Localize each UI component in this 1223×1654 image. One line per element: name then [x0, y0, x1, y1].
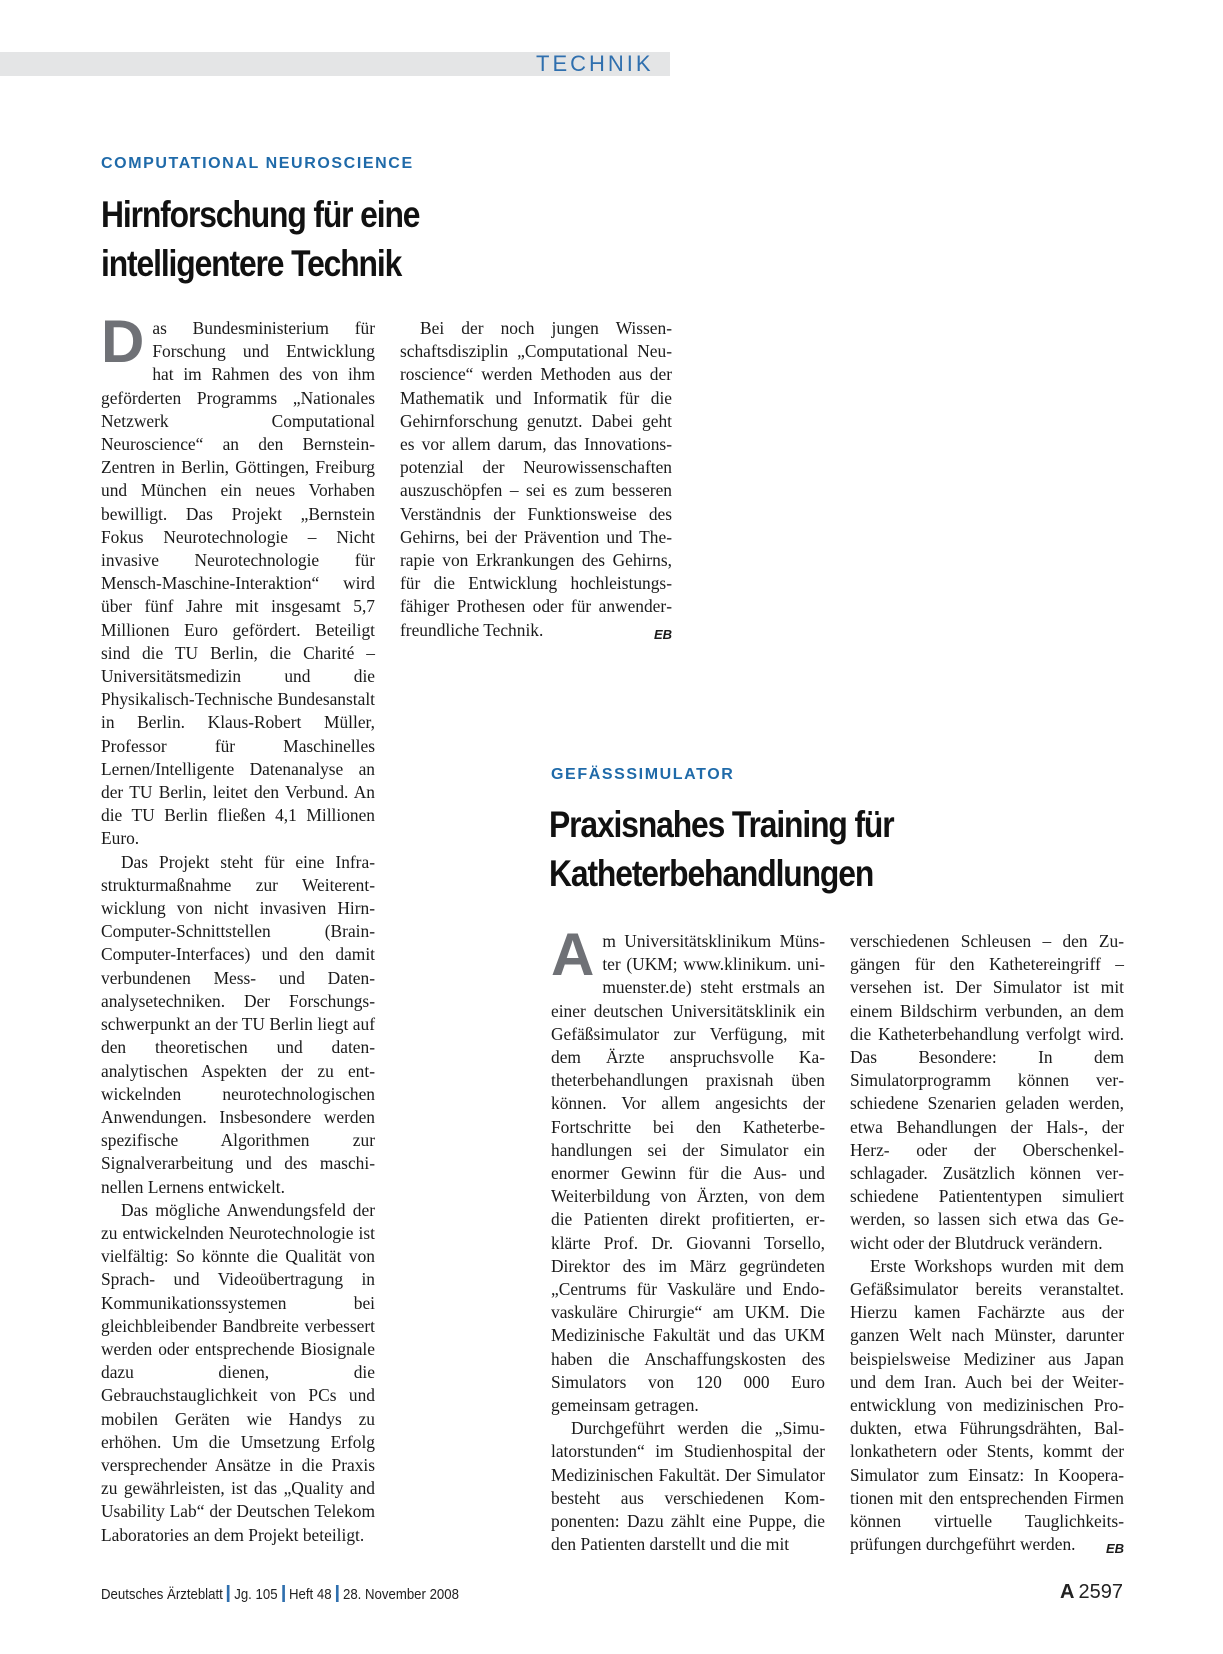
article2-signature: EB — [1105, 1541, 1124, 1557]
article1-headline-line1: Hirnforschung für eine — [101, 194, 420, 235]
article1-column-2 — [400, 317, 672, 646]
footer-date: 28. November 2008 — [343, 1586, 459, 1603]
article2-column-2 — [850, 930, 1124, 1560]
page-prefix: A — [1060, 1581, 1075, 1603]
footer-separator — [336, 1585, 339, 1602]
article1-paragraph-4 — [400, 317, 672, 642]
article2-column-1 — [551, 921, 825, 1556]
article2-dropcap: A — [551, 921, 595, 988]
section-label: TECHNIK — [536, 51, 654, 76]
footer-issue: Heft 48 — [288, 1586, 332, 1603]
page-number-value: 2597 — [1078, 1581, 1123, 1603]
article1-paragraph-2: Das Projekt steht für eine Infrastrukturmaßnahme zur Weiterentwicklung von nicht invasiven Hirn-Computer-Schnittstellen (Brain-Computer-Interfaces) und den damit verbundenen Mess- und Datenanalysetechniken. Der Forschungsschwerpunkt an der TU Berlin liegt auf den theoretischen und datenanalytischen Aspekten der zu entwickelnden neurotechnologischen Anwendungen. Insbesondere werden spezifische Algorithmen zur Signalverarbeitung und des maschinellen Lernens entwickelt. — [101, 851, 375, 1197]
article1-paragraph-4-text: Bei der noch jungen Wissenschaftsdisziplin „Computational Neuroscience“ werden Methoden aus der Mathematik und Informatik für die Gehirnforschung genutzt. Dabei geht es vor allem darum, das Innovationspotenzial der Neurowissenschaften auszuschöpfen – sei es zum besseren Verständnis der Funktionsweise des Gehirns, bei der Prävention und Therapie von Erkrankungen des Gehirns, für die Entwicklung hochleistungsfähiger Prothesen oder für anwenderfreundliche Technik. — [400, 318, 672, 640]
footer-separator — [282, 1585, 285, 1602]
article2-paragraph-3-text: Erste Workshops wurden mit dem Gefäßsimulator bereits veranstaltet. Hierzu kamen Fachärzte aus der ganzen Welt nach Münster, darunter beispielsweise Mediziner aus Japan und dem Iran. Auch bei der Weiterentwicklung von medizinischen Produkten, etwa Führungsdrähten, Ballonkathetern oder Stents, kommt der Simulator zum Einsatz: In Kooperationen mit den entsprechenden Firmen können virtuelle Tauglichkeitsprüfungen durchgeführt werden. — [850, 1255, 1124, 1555]
article2-paragraph-2-continued: verschiedenen Schleusen – den Zugängen für den Kathetereingriff – versehen ist. Der Simulator ist mit einem Bildschirm verbunden, an dem die Katheterbehandlung verfolgt wird. Das Besondere: In dem Simulatorprogramm können verschiedene Szenarien geladen werden, etwa Behandlungen der Hals-, der Herz- oder der Oberschenkelschlagader. Zusätzlich können verschiedene Patiententypen simuliert werden, so lassen sich etwa das Gewicht oder der Blutdruck verändern. — [850, 931, 1124, 1253]
article1-dropcap: D — [101, 308, 145, 375]
article1-headline-line2: intelligentere Technik — [101, 243, 402, 284]
article2-kicker: GEFÄSSSIMULATOR — [551, 766, 735, 783]
article2-headline-line1: Praxisnahes Training für — [549, 804, 894, 845]
article2-paragraph-1: m Universitätsklinikum Münster (UKM; www.klinikum. uni-muenster.de) steht erstmals an einer deutschen Universitätsklinik ein Gefäßsimulator zur Verfügung, mit dem Ärzte anspruchsvolle Katheterbehandlungen praxisnah üben können. Vor allem angesichts der Fortschritte bei den Katheterbehandlungen sei der Simulator ein enormer Gewinn für die Aus- und Weiterbildung von Ärzten, von dem die Patienten direkt profitierten, erklärte Prof. Dr. Giovanni Torsello, Direktor des im März gegründeten „Centrums für Vaskuläre und Endovaskuläre Chirurgie“ am UKM. Die Medizinische Fakultät und das UKM haben die Anschaffungskosten des Simulators von 120 000 Euro gemeinsam getragen. — [551, 931, 825, 1416]
footer-volume: Jg. 105 — [234, 1586, 278, 1603]
article1-signature: EB — [653, 626, 672, 642]
article1-kicker: COMPUTATIONAL NEUROSCIENCE — [101, 155, 414, 172]
article2-paragraph-3 — [850, 1255, 1124, 1557]
footer-journal: Deutsches Ärzteblatt — [101, 1586, 223, 1603]
article1-paragraph-3: Das mögliche Anwendungsfeld der zu entwickelnden Neurotechnologie ist vielfältig: So könnte die Qualität von Sprach- und Videoübertragung in Kommunikationssystemen bei gleichbleibender Bandbreite verbessert werden oder entsprechende Biosignale dazu dienen, die Gebrauchstauglichkeit von PCs und mobilen Geräten wie Handys zu erhöhen. Um die Umsetzung Erfolg versprechender Ansätze in die Praxis zu gewährleisten, ist das „Quality and Usability Lab“ der Deutschen Telekom Laboratories an dem Projekt beteiligt. — [101, 1199, 375, 1545]
article2-headline-line2: Katheterbehandlungen — [549, 853, 874, 894]
article1-headline — [101, 190, 419, 288]
footer-citation — [101, 1585, 459, 1603]
footer-separator — [227, 1585, 230, 1602]
article2-headline — [549, 800, 894, 898]
article2-paragraph-2: Durchgeführt werden die „Simulatorstunden“ im Studienhospital der Medizinischen Fakultät. Der Simulator besteht aus verschiedenen Komponenten: Dazu zählt eine Puppe, die den Patienten darstellt und die mit — [551, 1418, 825, 1555]
page-number — [1060, 1581, 1123, 1604]
article1-paragraph-1: as Bundesministerium für Forschung und Entwicklung hat im Rahmen des von ihm geförderten Programms „Nationales Netzwerk Computational Neuroscience“ an den Bernstein-Zentren in Berlin, Göttingen, Freiburg und München ein neues Vorhaben bewilligt. Das Projekt „Bernstein Fokus Neurotechnologie – Nicht invasive Neurotechnologie für Mensch-Maschine-Interaktion“ wird über fünf Jahre mit insgesamt 5,7 Millionen Euro gefördert. Beteiligt sind die TU Berlin, die Charité – Universitätsmedizin und die Physikalisch-Technische Bundesanstalt in Berlin. Klaus-Robert Müller, Professor für Maschinelles Lernen/Intelligente Datenanalyse an der TU Berlin, leitet den Verbund. An die TU Berlin fließen 4,1 Millionen Euro. — [101, 318, 375, 849]
article1-column-1 — [101, 308, 375, 1547]
